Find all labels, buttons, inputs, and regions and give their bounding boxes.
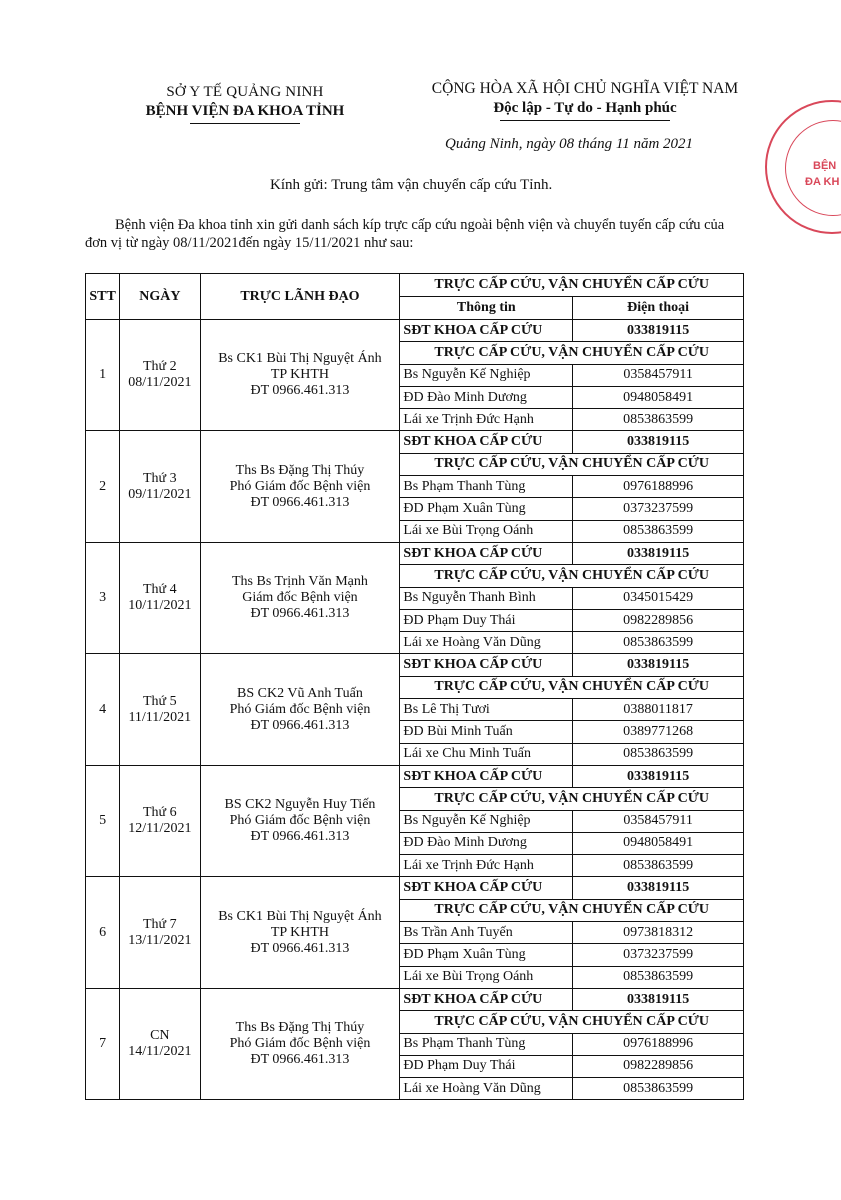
table-row xyxy=(86,988,744,1010)
hotline-label: SĐT KHOA CẤP CỨU xyxy=(400,320,573,342)
header-info: Thông tin xyxy=(400,297,573,320)
staff-name: Lái xe Bùi Trọng Oánh xyxy=(400,520,573,542)
leader-name: Ths Bs Trịnh Văn Mạnh xyxy=(232,574,368,590)
staff-name: ĐD Phạm Duy Thái xyxy=(400,609,573,631)
duty-schedule-table xyxy=(85,273,744,1100)
weekday: Thứ 7 xyxy=(143,916,177,932)
national-motto-block xyxy=(405,80,765,121)
header-stt: STT xyxy=(86,274,120,320)
leader-title: Phó Giám đốc Bệnh viện xyxy=(229,478,371,494)
staff-phone: 0345015429 xyxy=(573,587,744,609)
section-heading: TRỰC CẤP CỨU, VẬN CHUYỂN CẤP CỨU xyxy=(400,788,744,810)
date: 13/11/2021 xyxy=(128,932,192,948)
staff-phone: 0853863599 xyxy=(573,966,744,988)
staff-phone: 0976188996 xyxy=(573,476,744,498)
issuer-department: SỞ Y TẾ QUẢNG NINH xyxy=(166,84,324,100)
hotline-label: SĐT KHOA CẤP CỨU xyxy=(400,654,573,676)
staff-name: Lái xe Bùi Trọng Oánh xyxy=(400,966,573,988)
stt-cell: 1 xyxy=(86,320,120,431)
leader-cell xyxy=(200,431,400,542)
weekday: Thứ 6 xyxy=(143,805,177,821)
header-phone: Điện thoại xyxy=(573,297,744,320)
leader-name: BS CK2 Nguyễn Huy Tiến xyxy=(224,797,376,813)
leader-title: Giám đốc Bệnh viện xyxy=(242,590,358,606)
leader-name: Bs CK1 Bùi Thị Nguyệt Ánh xyxy=(218,351,382,367)
staff-name: ĐD Phạm Xuân Tùng xyxy=(400,498,573,520)
hotline-label: SĐT KHOA CẤP CỨU xyxy=(400,877,573,899)
date: 12/11/2021 xyxy=(128,821,192,837)
hotline-number: 033819115 xyxy=(573,654,744,676)
leader-cell xyxy=(200,320,400,431)
weekday: Thứ 2 xyxy=(143,359,177,375)
staff-phone: 0358457911 xyxy=(573,364,744,386)
table-row xyxy=(86,654,744,676)
staff-phone: 0982289856 xyxy=(573,609,744,631)
leader-phone: ĐT 0966.461.313 xyxy=(250,383,350,399)
staff-phone: 0976188996 xyxy=(573,1033,744,1055)
leader-name: Bs CK1 Bùi Thị Nguyệt Ánh xyxy=(218,908,382,924)
seal-text-2: ĐA KH xyxy=(805,176,840,188)
leader-title: TP KHTH xyxy=(270,924,330,940)
intro-paragraph xyxy=(85,216,755,252)
staff-name: Bs Phạm Thanh Tùng xyxy=(400,476,573,498)
stt-cell: 4 xyxy=(86,654,120,765)
leader-phone: ĐT 0966.461.313 xyxy=(250,940,350,956)
section-heading: TRỰC CẤP CỨU, VẬN CHUYỂN CẤP CỨU xyxy=(400,565,744,587)
leader-title: Phó Giám đốc Bệnh viện xyxy=(229,813,371,829)
stt-cell: 3 xyxy=(86,542,120,653)
table-row xyxy=(86,765,744,787)
hotline-number: 033819115 xyxy=(573,877,744,899)
table-row xyxy=(86,877,744,899)
weekday: Thứ 5 xyxy=(143,693,177,709)
staff-name: Bs Nguyễn Kế Nghiệp xyxy=(400,810,573,832)
day-cell xyxy=(120,877,200,988)
weekday: Thứ 4 xyxy=(143,582,177,598)
date: 09/11/2021 xyxy=(128,486,192,502)
staff-phone: 0948058491 xyxy=(573,386,744,408)
leader-cell xyxy=(200,988,400,1099)
header-day: NGÀY xyxy=(120,274,200,320)
leader-name: BS CK2 Vũ Anh Tuấn xyxy=(237,685,363,701)
leader-title: Phó Giám đốc Bệnh viện xyxy=(229,1036,371,1052)
staff-name: Lái xe Trịnh Đức Hạnh xyxy=(400,409,573,431)
staff-name: Lái xe Trịnh Đức Hạnh xyxy=(400,855,573,877)
staff-phone: 0973818312 xyxy=(573,922,744,944)
section-heading: TRỰC CẤP CỨU, VẬN CHUYỂN CẤP CỨU xyxy=(400,676,744,698)
staff-name: ĐD Đào Minh Dương xyxy=(400,832,573,854)
staff-name: Lái xe Chu Minh Tuấn xyxy=(400,743,573,765)
leader-cell xyxy=(200,765,400,876)
hotline-number: 033819115 xyxy=(573,320,744,342)
hotline-label: SĐT KHOA CẤP CỨU xyxy=(400,988,573,1010)
staff-phone: 0389771268 xyxy=(573,721,744,743)
section-heading: TRỰC CẤP CỨU, VẬN CHUYỂN CẤP CỨU xyxy=(400,1011,744,1033)
leader-cell xyxy=(200,654,400,765)
staff-name: Bs Nguyễn Thanh Bình xyxy=(400,587,573,609)
staff-phone: 0853863599 xyxy=(573,1078,744,1100)
staff-name: ĐD Đào Minh Dương xyxy=(400,386,573,408)
staff-phone: 0853863599 xyxy=(573,743,744,765)
recipient-line: Kính gửi: Trung tâm vận chuyển cấp cứu Tỉnh. xyxy=(270,177,553,193)
day-cell xyxy=(120,320,200,431)
table-row xyxy=(86,431,744,453)
staff-phone: 0853863599 xyxy=(573,632,744,654)
staff-name: Lái xe Hoàng Văn Dũng xyxy=(400,1078,573,1100)
issuer-underline xyxy=(190,123,300,124)
staff-phone: 0853863599 xyxy=(573,855,744,877)
section-heading: TRỰC CẤP CỨU, VẬN CHUYỂN CẤP CỨU xyxy=(400,899,744,921)
staff-name: Bs Trần Anh Tuyến xyxy=(400,922,573,944)
hotline-label: SĐT KHOA CẤP CỨU xyxy=(400,431,573,453)
date: 14/11/2021 xyxy=(128,1044,192,1060)
seal-text-1: BỆN xyxy=(813,160,837,172)
motto: Độc lập - Tự do - Hạnh phúc xyxy=(493,100,677,116)
hotline-number: 033819115 xyxy=(573,542,744,564)
weekday: CN xyxy=(150,1028,170,1044)
staff-name: ĐD Phạm Duy Thái xyxy=(400,1055,573,1077)
leader-phone: ĐT 0966.461.313 xyxy=(250,1052,350,1068)
header-emergency-group: TRỰC CẤP CỨU, VẬN CHUYỂN CẤP CỨU xyxy=(400,274,744,297)
date: 08/11/2021 xyxy=(128,375,192,391)
header-leader: TRỰC LÃNH ĐẠO xyxy=(200,274,400,320)
hotline-number: 033819115 xyxy=(573,988,744,1010)
leader-name: Ths Bs Đặng Thị Thúy xyxy=(235,1020,365,1036)
issuer-block xyxy=(115,84,375,124)
staff-name: Bs Phạm Thanh Tùng xyxy=(400,1033,573,1055)
leader-phone: ĐT 0966.461.313 xyxy=(250,606,350,622)
stt-cell: 2 xyxy=(86,431,120,542)
date: 11/11/2021 xyxy=(128,709,192,725)
day-cell xyxy=(120,431,200,542)
leader-title: TP KHTH xyxy=(270,367,330,383)
staff-name: Lái xe Hoàng Văn Dũng xyxy=(400,632,573,654)
hotline-number: 033819115 xyxy=(573,765,744,787)
intro-line-2: đơn vị từ ngày 08/11/2021đến ngày 15/11/2021 như sau: xyxy=(85,235,414,251)
hotline-label: SĐT KHOA CẤP CỨU xyxy=(400,765,573,787)
date: 10/11/2021 xyxy=(128,598,192,614)
staff-phone: 0373237599 xyxy=(573,944,744,966)
table-row xyxy=(86,320,744,342)
leader-cell xyxy=(200,542,400,653)
document-date: Quảng Ninh, ngày 08 tháng 11 năm 2021 xyxy=(445,136,694,152)
staff-phone: 0373237599 xyxy=(573,498,744,520)
day-cell xyxy=(120,654,200,765)
staff-phone: 0358457911 xyxy=(573,810,744,832)
table-row xyxy=(86,542,744,564)
day-cell xyxy=(120,988,200,1099)
staff-name: Bs Nguyễn Kế Nghiệp xyxy=(400,364,573,386)
staff-phone: 0388011817 xyxy=(573,699,744,721)
motto-underline xyxy=(500,120,670,121)
staff-name: ĐD Phạm Xuân Tùng xyxy=(400,944,573,966)
intro-line-1: Bệnh viện Đa khoa tỉnh xin gửi danh sách kíp trực cấp cứu ngoài bệnh viện và chuyển tuyến cấp cứu của xyxy=(115,217,725,233)
leader-phone: ĐT 0966.461.313 xyxy=(250,717,350,733)
leader-phone: ĐT 0966.461.313 xyxy=(250,494,350,510)
day-cell xyxy=(120,765,200,876)
stt-cell: 7 xyxy=(86,988,120,1099)
staff-phone: 0982289856 xyxy=(573,1055,744,1077)
leader-name: Ths Bs Đặng Thị Thúy xyxy=(235,462,365,478)
staff-name: Bs Lê Thị Tươi xyxy=(400,699,573,721)
official-seal-stamp xyxy=(765,100,841,234)
staff-name: ĐD Bùi Minh Tuấn xyxy=(400,721,573,743)
leader-cell xyxy=(200,877,400,988)
section-heading: TRỰC CẤP CỨU, VẬN CHUYỂN CẤP CỨU xyxy=(400,453,744,475)
hotline-label: SĐT KHOA CẤP CỨU xyxy=(400,542,573,564)
staff-phone: 0948058491 xyxy=(573,832,744,854)
issuer-hospital: BỆNH VIỆN ĐA KHOA TỈNH xyxy=(145,103,345,119)
country-name: CỘNG HÒA XÃ HỘI CHỦ NGHĨA VIỆT NAM xyxy=(431,80,739,97)
hotline-number: 033819115 xyxy=(573,431,744,453)
stt-cell: 6 xyxy=(86,877,120,988)
leader-title: Phó Giám đốc Bệnh viện xyxy=(229,701,371,717)
stt-cell: 5 xyxy=(86,765,120,876)
section-heading: TRỰC CẤP CỨU, VẬN CHUYỂN CẤP CỨU xyxy=(400,342,744,364)
weekday: Thứ 3 xyxy=(143,470,177,486)
leader-phone: ĐT 0966.461.313 xyxy=(250,829,350,845)
staff-phone: 0853863599 xyxy=(573,520,744,542)
staff-phone: 0853863599 xyxy=(573,409,744,431)
day-cell xyxy=(120,542,200,653)
